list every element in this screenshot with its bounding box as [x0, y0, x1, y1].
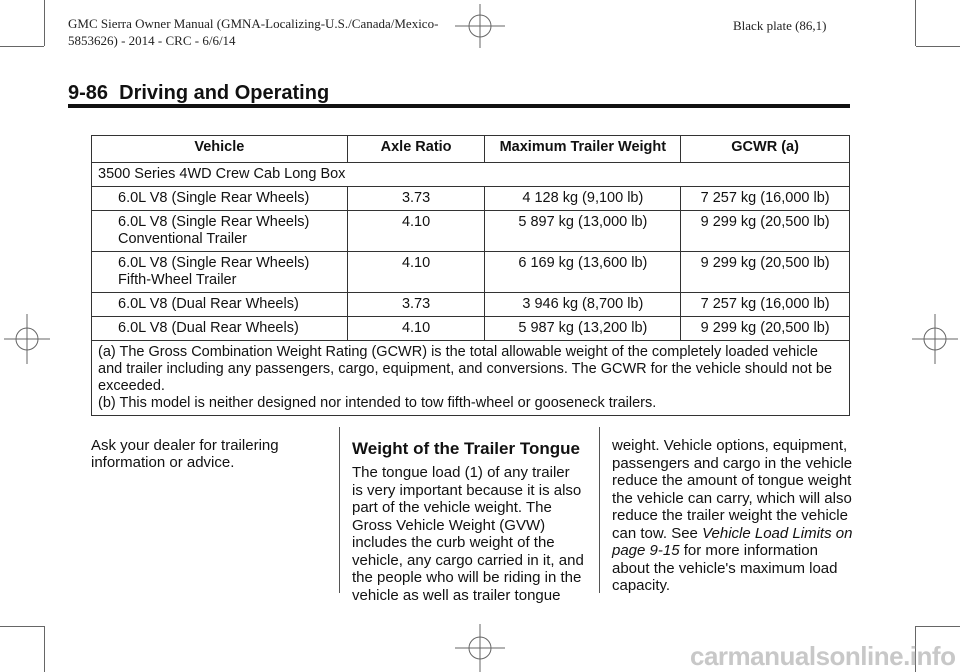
column-divider [339, 427, 340, 593]
tongue-weight-paragraph: The tongue load (1) of any trailer is very important because it is also part of the vehicle weight. The Gross Vehicle Weight (GVW) includes the curb weight of the vehicle, any cargo carried in it, and the people who will be riding in the vehicle as well as trailer tongue [352, 464, 584, 604]
dealer-advice-paragraph: Ask your dealer for trailering information or advice. [91, 437, 279, 471]
gcwr-cell: 9 299 kg (20,500 lb) [681, 211, 850, 252]
table-row [92, 252, 850, 293]
table-footnote-row [92, 341, 850, 416]
vehicle-cell: 6.0L V8 (Single Rear Wheels) Fifth-Wheel Trailer [92, 252, 348, 293]
page-title: 9-86 Driving and Operating [68, 82, 330, 104]
trailer-weight-table [91, 135, 850, 416]
registration-mark-icon [455, 4, 505, 48]
gcwr-cell: 9 299 kg (20,500 lb) [681, 252, 850, 293]
tongue-weight-continued-paragraph [612, 437, 857, 595]
table-footnotes [92, 341, 850, 416]
registration-mark-icon [912, 314, 958, 364]
gcwr-cell: 9 299 kg (20,500 lb) [681, 317, 850, 341]
group-label: 3500 Series 4WD Crew Cab Long Box [92, 163, 850, 187]
axle-ratio-cell: 4.10 [347, 252, 485, 293]
column-header-axle-ratio: Axle Ratio [347, 136, 485, 163]
watermark: carmanualsonline.info [690, 641, 956, 671]
max-weight-cell: 5 987 kg (13,200 lb) [485, 317, 681, 341]
crop-mark [915, 0, 916, 46]
crop-mark [44, 626, 45, 672]
axle-ratio-cell: 3.73 [347, 187, 485, 211]
plate-label: Black plate (86,1) [733, 18, 827, 33]
gcwr-cell: 7 257 kg (16,000 lb) [681, 187, 850, 211]
registration-mark-icon [455, 624, 505, 672]
running-header-line2: 5853626) - 2014 - CRC - 6/6/14 [68, 33, 236, 48]
table-row [92, 211, 850, 252]
crop-mark [44, 0, 45, 46]
vehicle-cell: 6.0L V8 (Dual Rear Wheels) [92, 293, 348, 317]
table-header-row [92, 136, 850, 163]
vehicle-cell: 6.0L V8 (Single Rear Wheels) Conventional Trailer [92, 211, 348, 252]
column-header-gcwr: GCWR (a) [681, 136, 850, 163]
max-weight-cell: 4 128 kg (9,100 lb) [485, 187, 681, 211]
column-header-max-trailer-weight: Maximum Trailer Weight [485, 136, 681, 163]
vehicle-cell: 6.0L V8 (Dual Rear Wheels) [92, 317, 348, 341]
registration-mark-icon [4, 314, 50, 364]
crop-mark [916, 46, 960, 47]
max-weight-cell: 3 946 kg (8,700 lb) [485, 293, 681, 317]
crop-mark [0, 46, 44, 47]
axle-ratio-cell: 3.73 [347, 293, 485, 317]
subsection-title: Weight of the Trailer Tongue [352, 439, 580, 458]
cross-reference-link[interactable]: Vehicle Load Limits on page 9-15 [612, 524, 853, 559]
max-weight-cell: 5 897 kg (13,000 lb) [485, 211, 681, 252]
running-header-line1: GMC Sierra Owner Manual (GMNA-Localizing-U.S./Canada/Mexico- [68, 16, 439, 31]
gcwr-cell: 7 257 kg (16,000 lb) [681, 293, 850, 317]
paragraph-text: weight. Vehicle options, equipment, passengers and cargo in the vehicle reduce the amount of tongue weight the vehicle can carry, which will also reduce the trailer weight the vehicle can tow. See [612, 437, 853, 542]
vehicle-cell: 6.0L V8 (Single Rear Wheels) [92, 187, 348, 211]
footnote-b: (b) This model is neither designed nor intended to tow fifth-wheel or gooseneck trailers. [98, 395, 657, 411]
max-weight-cell: 6 169 kg (13,600 lb) [485, 252, 681, 293]
footnote-a: (a) The Gross Combination Weight Rating (GCWR) is the total allowable weight of the completely loaded vehicle and trailer including any passengers, cargo, equipment, and conversions. The GCWR for the vehicle should not be exceeded. [98, 344, 833, 394]
axle-ratio-cell: 4.10 [347, 317, 485, 341]
table-row [92, 293, 850, 317]
column-header-vehicle: Vehicle [92, 136, 348, 163]
running-header [68, 15, 438, 49]
paragraph-text: for more information about the vehicle's maximum load capacity. [612, 542, 838, 594]
axle-ratio-cell: 4.10 [347, 211, 485, 252]
crop-mark [0, 626, 44, 627]
table-row [92, 187, 850, 211]
column-divider [599, 427, 600, 593]
title-rule [68, 104, 850, 108]
crop-mark [916, 626, 960, 627]
table-group-row [92, 163, 850, 187]
table-row [92, 317, 850, 341]
